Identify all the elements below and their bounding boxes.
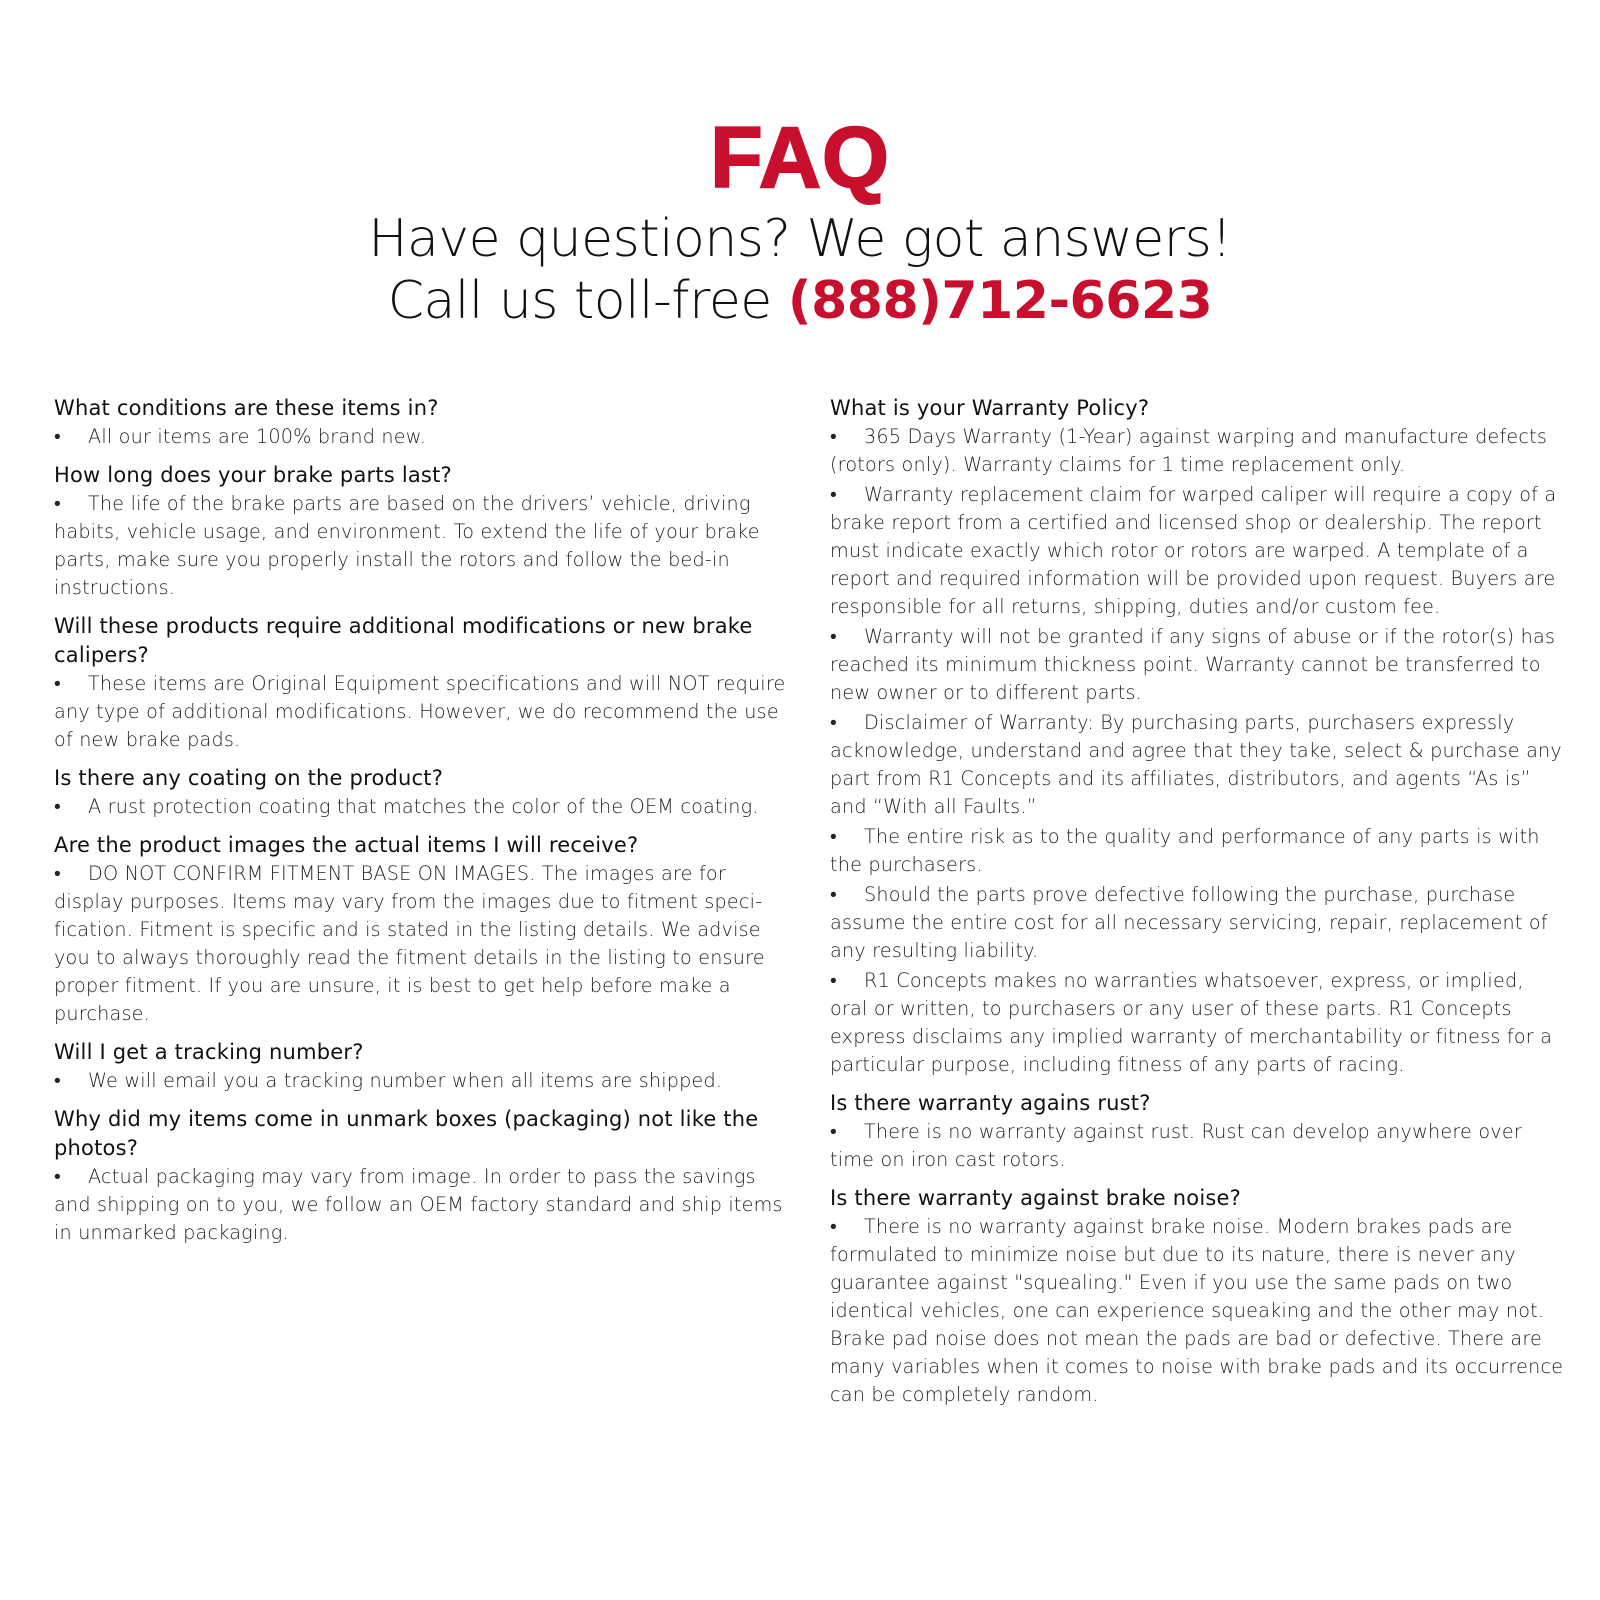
bullet-icon: • bbox=[830, 711, 837, 734]
faq-question: Why did my items come in unmark boxes (packaging) not like the photos? bbox=[54, 1107, 759, 1160]
tagline: Have questions? We got answers! bbox=[368, 209, 1232, 269]
faq-answer-text: Warranty will not be granted if any signs of abuse or if the rotor(s) has reached its minimum thickness point. Warranty cannot be transferred to new owner or to different parts. bbox=[830, 625, 1556, 704]
faq-answer bbox=[830, 623, 1565, 707]
bullet-icon: • bbox=[54, 1165, 61, 1188]
faq-answer-text: We will email you a tracking number when all items are shipped. bbox=[88, 1069, 723, 1092]
faq-column-left bbox=[54, 394, 789, 1257]
faq-answer-text: There is no warranty against brake noise. Modern brakes pads are formulated to minimize noise but due to its nature, there is never any guarantee against "squealing." Even if you use the same pads on two identical vehicles, one can experience squeaking and the other may not. Brake pad noise does not mean the pads are bad or defective. There are many variables when it comes to noise with brake pads and its occurrence can be completely random. bbox=[830, 1215, 1564, 1406]
bullet-icon: • bbox=[54, 425, 61, 448]
faq-question: What conditions are these items in? bbox=[54, 396, 439, 420]
faq-answer bbox=[54, 1067, 789, 1095]
call-line bbox=[0, 270, 1600, 332]
bullet-icon: • bbox=[54, 1069, 61, 1092]
bullet-icon: • bbox=[830, 1120, 837, 1143]
faq-answer-text: The life of the brake parts are based on the drivers’ vehicle, driving habits, vehicle usage, and environment. To extend the life of your brake parts, make sure you properly install the rotors and follow the bed-in instructions. bbox=[54, 492, 760, 599]
faq-answer-text: There is no warranty against rust. Rust can develop anywhere over time on iron cast rotors. bbox=[830, 1120, 1522, 1171]
bullet-icon: • bbox=[830, 425, 837, 448]
faq-answer-text: A rust protection coating that matches the color of the OEM coating. bbox=[88, 795, 759, 818]
faq-item bbox=[54, 461, 789, 602]
faq-answer-text: Actual packaging may vary from image. In order to pass the savings and shipping on to you, we follow an OEM factory standard and ship items in unmarked packaging. bbox=[54, 1165, 783, 1244]
faq-answer-text: Warranty replacement claim for warped caliper will require a copy of a brake report from a certified and licensed shop or dealership. The report must indicate exactly which rotor or rotors are warped. A template of a report and required information will be provided upon request. Buyers are responsible for all returns, shipping, duties and/or custom fee. bbox=[830, 483, 1557, 618]
faq-question: Are the product images the actual items I will receive? bbox=[54, 833, 639, 857]
faq-answer bbox=[830, 1118, 1565, 1174]
faq-answer-text: All our items are 100% brand new. bbox=[88, 425, 427, 448]
faq-answer-text: Should the parts prove defective following the purchase, purchase assume the entire cost for all necessary servicing, repair, replacement of any resulting liability. bbox=[830, 883, 1548, 962]
faq-answer bbox=[54, 860, 789, 1028]
faq-answer bbox=[54, 423, 789, 451]
bullet-icon: • bbox=[830, 969, 837, 992]
bullet-icon: • bbox=[54, 795, 61, 818]
bullet-icon: • bbox=[54, 492, 61, 515]
phone-number[interactable]: (888)712-6623 bbox=[787, 271, 1213, 331]
faq-answer bbox=[830, 481, 1565, 621]
faq-item bbox=[54, 764, 789, 821]
bullet-icon: • bbox=[54, 862, 61, 885]
bullet-icon: • bbox=[830, 1215, 837, 1238]
faq-answer bbox=[830, 1213, 1565, 1409]
bullet-icon: • bbox=[830, 625, 837, 648]
faq-answer bbox=[54, 490, 789, 602]
faq-answer bbox=[830, 423, 1565, 479]
faq-header bbox=[0, 110, 1600, 332]
faq-answer bbox=[830, 823, 1565, 879]
faq-item bbox=[830, 394, 1565, 1079]
faq-item bbox=[54, 612, 789, 754]
faq-answer-text: DO NOT CONFIRM FITMENT BASE ON IMAGES. The images are for display purposes. Items may vary from the images due to fitment speci-fication. Fitment is specific and is stated in the listing details. We advise you to always thoroughly read the fitment details in the listing to ensure proper fitment. If you are unsure, it is best to get help before make a purchase. bbox=[54, 862, 765, 1025]
faq-answer bbox=[830, 967, 1565, 1079]
faq-question: Will these products require additional modifications or new brake calipers? bbox=[54, 614, 753, 667]
faq-answer-text: R1 Concepts makes no warranties whatsoever, express, or implied, oral or written, to purchasers or any user of these parts. R1 Concepts express disclaims any implied warranty of merchantability or fitness for a particular purpose, including fitness of any parts of racing. bbox=[830, 969, 1553, 1076]
faq-item bbox=[54, 1038, 789, 1095]
faq-answer-text: The entire risk as to the quality and performance of any parts is with the purchasers. bbox=[830, 825, 1540, 876]
faq-answer bbox=[54, 793, 789, 821]
faq-answer-text: Disclaimer of Warranty: By purchasing parts, purchasers expressly acknowledge, understand and agree that they take, select & purchase any part from R1 Concepts and its affiliates, distributors, and agents “As is” and “With all Faults.” bbox=[830, 711, 1562, 818]
faq-question: How long does your brake parts last? bbox=[54, 463, 452, 487]
faq-item bbox=[830, 1089, 1565, 1174]
faq-item bbox=[54, 1105, 789, 1247]
faq-item bbox=[54, 394, 789, 451]
faq-answer bbox=[54, 670, 789, 754]
faq-question: Is there any coating on the product? bbox=[54, 766, 444, 790]
faq-answer-text: These items are Original Equipment specifications and will NOT require any type of additional modifications. However, we do recommend the use of new brake pads. bbox=[54, 672, 786, 751]
bullet-icon: • bbox=[830, 483, 837, 506]
faq-question: Is there warranty agains rust? bbox=[830, 1091, 1151, 1115]
faq-answer bbox=[830, 881, 1565, 965]
faq-item bbox=[830, 1184, 1565, 1409]
call-text: Call us toll-free bbox=[387, 271, 788, 331]
bullet-icon: • bbox=[830, 883, 837, 906]
faq-answer bbox=[54, 1163, 789, 1247]
faq-question: Will I get a tracking number? bbox=[54, 1040, 364, 1064]
faq-answer-text: 365 Days Warranty (1-Year) against warping and manufacture defects (rotors only). Warranty claims for 1 time replacement only. bbox=[830, 425, 1548, 476]
faq-item bbox=[54, 831, 789, 1028]
faq-answer bbox=[830, 709, 1565, 821]
faq-column-right bbox=[830, 394, 1565, 1419]
faq-question: Is there warranty against brake noise? bbox=[830, 1186, 1241, 1210]
bullet-icon: • bbox=[830, 825, 837, 848]
bullet-icon: • bbox=[54, 672, 61, 695]
faq-question: What is your Warranty Policy? bbox=[830, 396, 1150, 420]
page-title: FAQ bbox=[710, 110, 890, 206]
